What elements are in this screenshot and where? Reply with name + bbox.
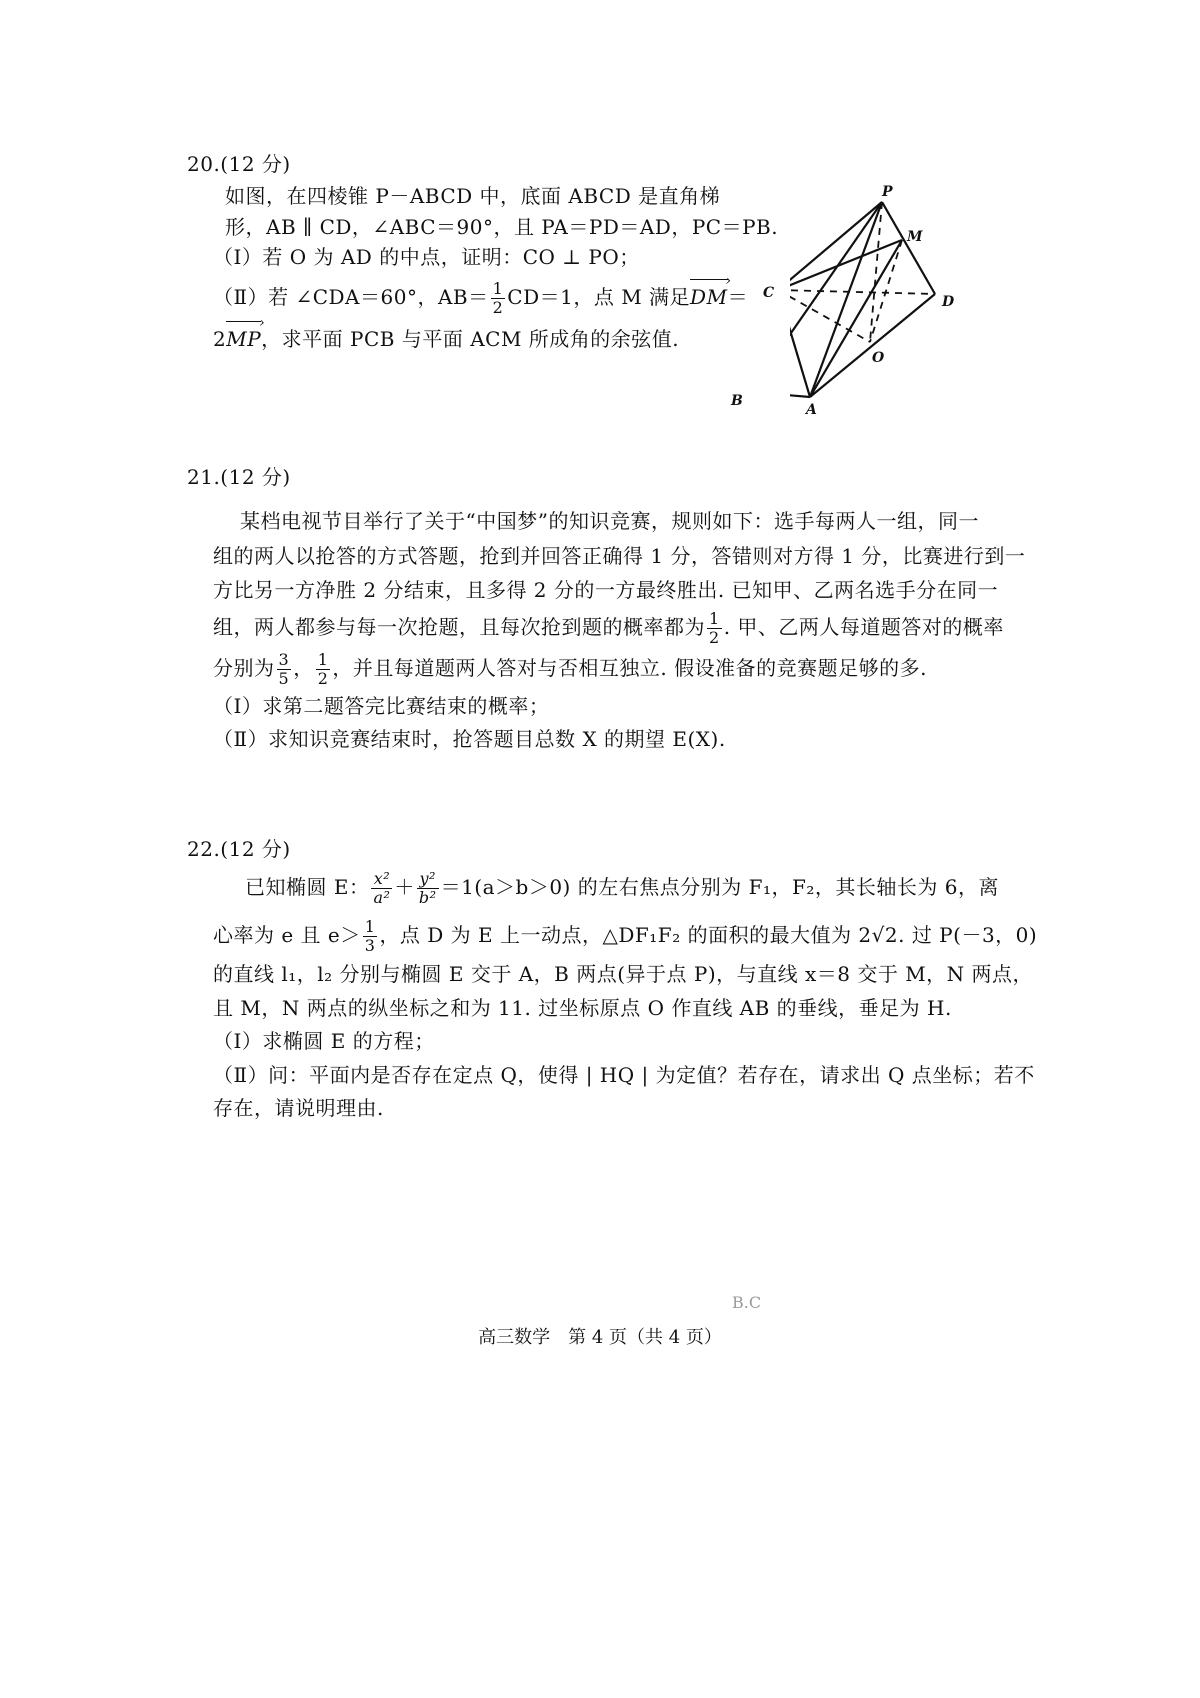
- fraction: $\frac{1}{2}$: [709, 609, 720, 647]
- q21-line-4: 组，两人都参与每一次抢题，且每次抢到题的概率都为 $\frac{1}{2}$ . 甲、乙两人每道题答对的概率: [213, 609, 1004, 647]
- pyramid-figure: [790, 192, 1000, 422]
- q22-part-2: （Ⅱ）问：平面内是否存在定点 Q，使得 | HQ | 为定值？若存在，请求出 Q 点坐标；若不: [213, 1063, 1035, 1087]
- q21-line-5: 分别为 $\frac{3}{5}$ ， $\frac{1}{2}$ ，并且每道题两人答对与否相互独立. 假设准备的竞赛题足够的多.: [213, 650, 927, 688]
- vector-dm: DM ›: [690, 283, 728, 311]
- label-p: P: [882, 184, 893, 200]
- label-c: C: [763, 285, 775, 301]
- margin-mark: B.C: [732, 1293, 762, 1312]
- q21-line-3: 方比另一方净胜 2 分结束，且多得 2 分的一方最终胜出. 已知甲、乙两名选手分在同一: [213, 578, 999, 602]
- q21-part-2: （Ⅱ）求知识竞赛结束时，抢答题目总数 X 的期望 E(X).: [213, 727, 726, 751]
- label-d: D: [942, 294, 955, 310]
- q20-part-1: （Ⅰ）若 O 为 AD 的中点，证明：CO ⊥ PO；: [213, 245, 640, 269]
- q22-header: 22.(12 分): [187, 837, 291, 861]
- fraction: $\frac{1}{2}$: [492, 279, 504, 317]
- fraction: $\frac{3}{5}$: [278, 650, 290, 688]
- page-footer: 高三数学 第 4 页（共 4 页）: [478, 1327, 722, 1348]
- label-m: M: [907, 229, 923, 245]
- label-a: A: [806, 402, 817, 418]
- q20-line-2: 形，AB ∥ CD，∠ABC＝90°，且 PA＝PD＝AD，PC＝PB.: [225, 215, 779, 239]
- q20-part-2: （Ⅱ）若 ∠CDA＝60°，AB＝ $\frac{1}{2}$ CD＝1，点 M 满足DM ›＝: [213, 280, 748, 317]
- q20-part-2-cont: 2MP ›，求平面 PCB 与平面 ACM 所成角的余弦值.: [213, 325, 679, 353]
- q22-line-3: 的直线 l₁，l₂ 分别与椭圆 E 交于 A，B 两点(异于点 P)，与直线 x＝8 交于 M，N 两点，: [213, 962, 1034, 986]
- q21-header: 21.(12 分): [187, 465, 291, 489]
- fraction: $\frac{1}{2}$: [317, 650, 329, 688]
- fraction: $\frac{\text{x²}}{\text{a²}}$: [373, 869, 391, 907]
- q20-header: 20.(12 分): [187, 152, 291, 176]
- q21-line-1: 某档电视节目举行了关于“中国梦”的知识竞赛，规则如下：选手每两人一组，同一: [240, 509, 979, 533]
- vector-mp: MP ›: [226, 325, 261, 353]
- label-b: B: [731, 393, 743, 409]
- label-o: O: [872, 350, 885, 366]
- q21-line-2: 组的两人以抢答的方式答题，抢到并回答正确得 1 分，答错则对方得 1 分，比赛进行到一: [213, 544, 1026, 568]
- q22-line-2: 心率为 e 且 e＞ $\frac{1}{3}$ ，点 D 为 E 上一动点，△DF₁F₂ 的面积的最大值为 2√2. 过 P(－3，0): [213, 917, 1038, 955]
- q22-line-1: 已知椭圆 E： $\frac{\text{x²}}{\text{a²}}$ ＋ $\frac{\text{y²}}{\text{b²}}$ ＝1(a＞b＞0) 的左右焦点分别为 F₁，F₂，其长轴长为 6，离: [245, 869, 999, 907]
- q22-line-4: 且 M，N 两点的纵坐标之和为 11. 过坐标原点 O 作直线 AB 的垂线，垂足为 H.: [213, 996, 952, 1020]
- q22-part-1: （Ⅰ）求椭圆 E 的方程；: [213, 1029, 435, 1053]
- fraction: $\frac{\text{y²}}{\text{b²}}$: [418, 869, 437, 907]
- fraction: $\frac{1}{3}$: [364, 917, 376, 955]
- q22-part-2-cont: 存在，请说明理由.: [213, 1096, 384, 1120]
- q21-part-1: （Ⅰ）求第二题答完比赛结束的概率；: [213, 694, 550, 718]
- q20-line-1: 如图，在四棱锥 P－ABCD 中，底面 ABCD 是直角梯: [225, 184, 721, 208]
